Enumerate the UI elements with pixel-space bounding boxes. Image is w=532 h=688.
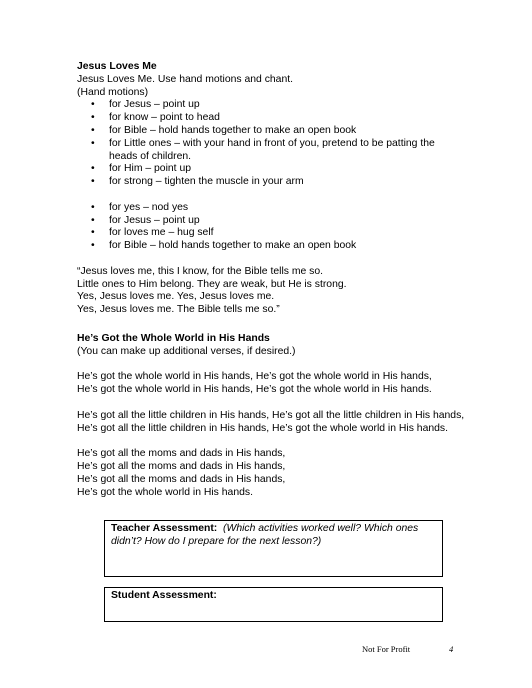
verse-line: He’s got all the little children in His hands, He’s got the whole world in His hands. [77, 422, 448, 434]
list-item: • for Bible – hold hands together to make an open book [77, 125, 449, 138]
verse-line: He’s got all the little children in His hands, He’s got all the little children in His hands, [77, 409, 465, 421]
verse-line: He’s got the whole world in His hands. [77, 486, 253, 498]
student-assessment-box [104, 587, 443, 622]
student-assessment-label: Student Assessment: [111, 590, 217, 601]
verse-line: He’s got the whole world in His hands, He’s got the whole world in His hands, [77, 371, 432, 383]
footer-note: Not For Profit [362, 644, 411, 654]
list-item: • for Jesus – point up [77, 99, 449, 112]
verse-line: He’s got all the moms and dads in His hands, [77, 473, 286, 485]
page-number: 4 [449, 644, 454, 654]
lyrics-line: Yes, Jesus loves me. Yes, Jesus loves me. [77, 291, 275, 303]
list-item: • for Jesus – point up [77, 215, 449, 228]
section-note: (You can make up additional verses, if desired.) [77, 345, 296, 357]
list-item: • for yes – nod yes [77, 202, 449, 215]
list-item: • for loves me – hug self [77, 227, 449, 240]
motions-list-b [77, 202, 449, 253]
verse-line: He’s got all the moms and dads in His hands, [77, 448, 286, 460]
motions-label: (Hand motions) [77, 86, 149, 98]
list-item: • for know – point to head [77, 112, 449, 125]
list-item: • for strong – tighten the muscle in your arm [77, 176, 449, 189]
teacher-assessment-label: Teacher Assessment: [111, 523, 218, 534]
lyrics-line: Yes, Jesus loves me. The Bible tells me so.” [77, 304, 280, 316]
section-title: He’s Got the Whole World in His Hands [77, 333, 270, 344]
teacher-assessment-box [104, 520, 443, 577]
list-item: • for Little ones – with your hand in front of you, pretend to be patting the heads of children. [77, 138, 449, 164]
teacher-assessment-prompt: (Which activities worked well? Which ones didn’t? How do I prepare for the next lesson?) [111, 523, 419, 547]
motions-list-a [77, 99, 449, 189]
section-intro: Jesus Loves Me. Use hand motions and chant. [77, 73, 294, 85]
lyrics-line: “Jesus loves me, this I know, for the Bible tells me so. [77, 265, 324, 277]
section-jesus-loves-me [77, 61, 449, 317]
section-title: Jesus Loves Me [77, 61, 157, 72]
list-item: • for Bible – hold hands together to make an open book [77, 240, 449, 253]
list-item: • for Him – point up [77, 163, 449, 176]
section-whole-world [77, 333, 464, 499]
verse-line: He’s got the whole world in His hands, He’s got the whole world in His hands. [77, 384, 432, 396]
lyrics-line: Little ones to Him belong. They are weak, but He is strong. [77, 278, 347, 290]
verse-line: He’s got all the moms and dads in His hands, [77, 460, 286, 472]
